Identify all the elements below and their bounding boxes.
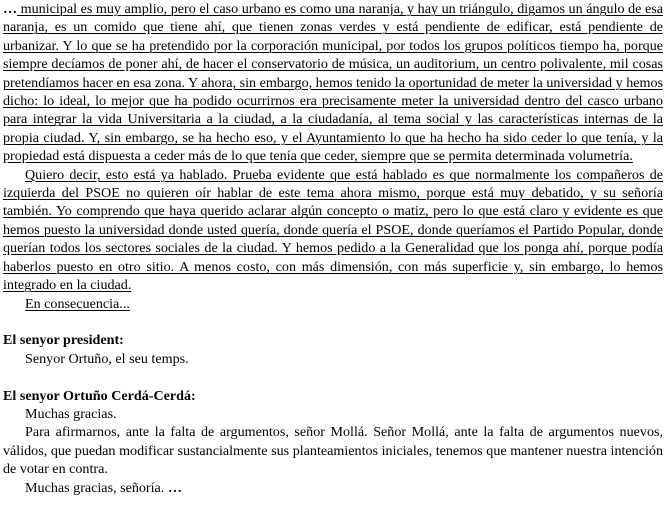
underlined-passage: municipal es muy amplio, pero el caso urbano es como una naranja, y hay un triángulo, digamos un ángulo de esa naranja, es un comido que tiene ahí, que tienen zonas verdes y está pendiente de edificar, está pendiente de urbanizar. Y lo que se ha pretendido por la corporación municipal, por todos los grupos políticos tiempo ha, porque siempre decíamos de poner ahí, de hacer el conservatorio de música, un auditorium, un centro polivalente, mil cosas pretendíamos hacer en esa zona. Y ahora, sin embargo, hemos tenido la oportunidad de meter la universidad y hemos dicho: lo ideal, lo mejor que ha podido ocurrirnos era precisamente meter la universidad dentro del casco urbano para integrar la vida Universitaria a la ciudad, a la ciudadanía, al tema social y las características internas de la propia ciudad. Y, sin embargo, se ha hecho eso, y el Ayuntamiento lo que ha hecho ha sido ceder lo que tenía, y la propiedad está dispuesta a ceder más de lo que tenía que ceder, siempre que se permita determinada volumetría.: [3, 1, 663, 165]
ortuno-line-closing: [3, 479, 663, 497]
opening-paragraph: [3, 0, 663, 166]
ellipsis-lead: …: [3, 1, 18, 17]
ortuno-line-thanks: Muchas gracias.: [25, 405, 117, 422]
paragraph-quiero-decir: Quiero decir, esto está ya hablado. Prueba evidente que está hablado es que normalmente los compañeros de izquierda del PSOE no quieren oír hablar de este tema ahora mismo, porque está muy debatido, y su señoría también. Yo comprendo que haya querido aclarar algún concepto o matiz, pero lo que está claro y evidente es que hemos puesto la universidad donde usted quería, donde quería el PSOE, donde queríamos el Partido Popular, donde querían todos los sectores sociales de la ciudad. Y hemos pedido a la Generalidad que los ponga ahí, porque podía haberlos puesto en otro sitio. A menos costo, con más dimensión, con más superficie y, sin embargo, lo hemos integrado en la ciudad.: [3, 166, 663, 294]
spacer: [3, 313, 663, 331]
paragraph-en-consecuencia: En consecuencia...: [25, 295, 130, 312]
ortuno-line-argument: Para afirmarnos, ante la falta de argumentos, señor Mollá. Señor Mollá, ante la falta de argumentos nuevos, válidos, que puedan modificar sustancialmente sus planteamientos iniciales, tenemos que mantener nuestra intención de votar en contra.: [3, 424, 663, 478]
speaker-ortuno: El senyor Ortuño Cerdá-Cerdá:: [3, 387, 196, 404]
ellipsis-end: …: [167, 479, 182, 496]
transcript-page: [3, 0, 663, 497]
speaker-president: El senyor president:: [3, 332, 124, 349]
closing-text: Muchas gracias, señoría.: [25, 479, 168, 496]
president-line: Senyor Ortuño, el seu temps.: [25, 350, 189, 367]
spacer: [3, 368, 663, 386]
